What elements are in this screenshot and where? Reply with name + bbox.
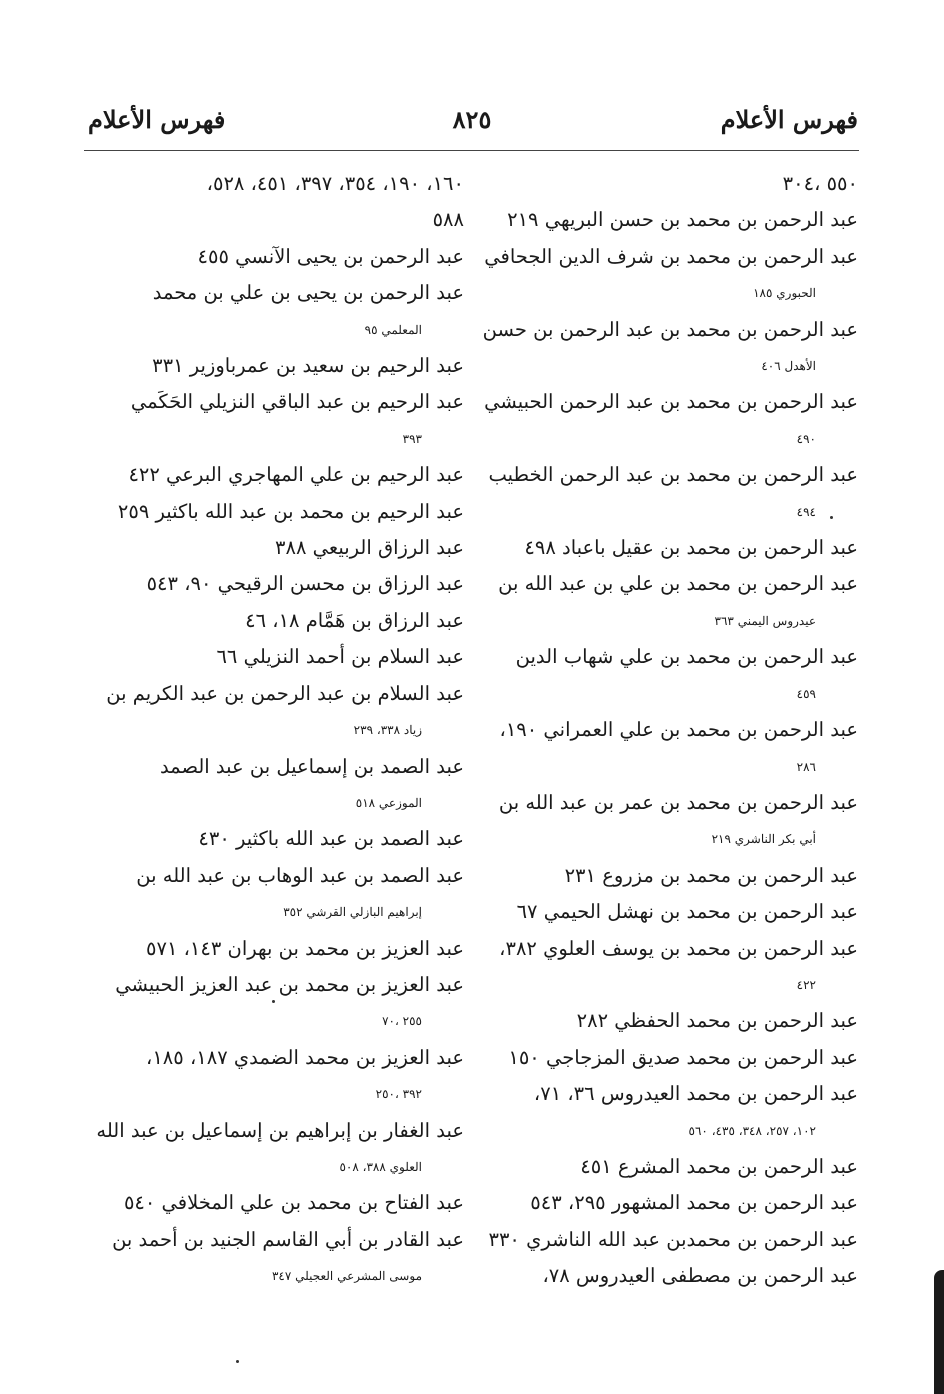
index-entry	[483, 384, 858, 457]
index-entry-text: عبد الرحمن بن يحيى بن علي بن محمد	[152, 281, 464, 305]
index-entry	[96, 967, 464, 1040]
index-entry	[483, 166, 858, 202]
index-entry	[96, 821, 464, 857]
index-entry-text: عبد الرحمن بن يحيى الآنسي ٤٥٥	[197, 244, 464, 268]
index-entry-text: عبد الرحمن بن محمد بن حسن البريهي ٢١٩	[507, 208, 858, 232]
index-entry	[96, 530, 464, 566]
index-entry	[483, 785, 858, 858]
index-entry	[483, 712, 858, 785]
index-entry-continuation: ١٠٢، ٢٥٧، ٣٤٨، ٤٣٥، ٥٦٠	[688, 1123, 816, 1138]
index-entry-text: عبد الصمد بن عبد الوهاب بن عبد الله بن	[136, 863, 464, 887]
index-entry-text: عبد العزيز بن محمد بن عبد العزيز الحبيشي	[115, 972, 464, 996]
index-entry-text: عبد الرحمن بن محمدبن عبد الله الناشري ٣٣٠	[488, 1227, 858, 1251]
index-entry	[96, 166, 464, 202]
index-entry-continuation: عيدروس اليمني ٣٦٣	[714, 613, 816, 628]
running-header-left: فهرس الأعلام	[88, 105, 226, 134]
index-entry	[483, 457, 858, 530]
index-entry-text: عبد الغفار بن إبراهيم بن إسماعيل بن عبد الله	[96, 1118, 464, 1142]
index-entry-text: عبد الرحمن بن محمد صديق المزجاجي ١٥٠	[508, 1045, 858, 1069]
index-entry	[483, 1076, 858, 1149]
index-entry	[96, 1185, 464, 1221]
scan-edge-mark	[934, 1270, 944, 1394]
index-entry-text: عبد الرحمن بن محمد بن عمر بن عبد الله بن	[498, 790, 858, 814]
index-entry	[96, 384, 464, 457]
index-entry-text: عبد الرحمن بن محمد العيدروس ٣٦، ٧١،	[533, 1082, 858, 1106]
index-entry-text: عبد الرحمن بن محمد بن مزروع ٢٣١	[564, 863, 858, 887]
index-entry-text: عبد الرحمن بن محمد الحفظي ٢٨٢	[576, 1009, 858, 1033]
index-entry	[96, 639, 464, 675]
index-entry-text: عبد الصمد بن عبد الله باكثير ٤٣٠	[198, 827, 464, 851]
index-entry-continuation: الموزعي ٥١٨	[355, 795, 422, 810]
index-entry	[483, 1258, 858, 1294]
index-entry	[483, 639, 858, 712]
index-entry-continuation: الحبوري ١٨٥	[753, 286, 816, 301]
index-entry-text: ٥٨٨	[432, 208, 464, 232]
running-header-right: فهرس الأعلام	[720, 105, 858, 134]
index-entry-text: عبد الرحمن بن محمد بن علي شهاب الدين	[515, 645, 858, 669]
index-entry	[96, 1040, 464, 1113]
index-entry-text: عبد الرحمن بن محمد بن عبد الرحمن الحبيشي	[484, 390, 858, 414]
index-entry-text: عبد الرحمن بن محمد بن علي بن عبد الله بن	[498, 572, 858, 596]
index-entry-text: عبد الرزاق بن هَمَّام ١٨، ٤٦	[245, 608, 464, 632]
index-entry	[96, 676, 464, 749]
index-entry-continuation: ٤٩٠	[796, 431, 816, 446]
index-entry	[96, 494, 464, 530]
index-entry	[96, 275, 464, 348]
index-entry	[96, 348, 464, 384]
index-entry-text: عبد الرحيم بن عبد الباقي النزيلي الحَكَمي	[130, 390, 464, 414]
index-entry-text: عبد الرحيم بن علي المهاجري البرعي ٤٢٢	[128, 463, 464, 487]
index-entry-continuation: إبراهيم البازلي القرشي ٣٥٢	[283, 905, 422, 920]
index-entry	[483, 239, 858, 312]
index-entry-continuation: ٢٨٦	[796, 759, 816, 774]
index-entry-continuation: ٣٩٢ ،٢٥٠	[375, 1087, 422, 1102]
index-entry	[483, 1040, 858, 1076]
index-entry-continuation: ٢٥٥ ،٧٠	[382, 1014, 422, 1029]
index-entry-continuation: الأهدل ٤٠٦	[761, 359, 816, 374]
index-entry-continuation: ٤٢٢	[796, 977, 816, 992]
index-entry-continuation: موسى المشرعي العجيلي ٣٤٧	[271, 1269, 422, 1284]
index-entry	[96, 566, 464, 602]
scan-speck	[236, 1360, 239, 1363]
index-entry	[483, 202, 858, 238]
index-entry-continuation: المعلمي ٩٥	[364, 322, 422, 337]
scan-speck	[830, 516, 833, 519]
index-entry-text: عبد الرحمن بن محمد بن عقيل باعباد ٤٩٨	[524, 536, 858, 560]
index-entry-text: ١٦٠، ١٩٠، ٣٥٤، ٣٩٧، ٤٥١، ٥٢٨،	[206, 172, 464, 195]
index-entry	[96, 931, 464, 967]
index-entry-text: عبد الرحمن بن محمد المشهور ٢٩٥، ٥٤٣	[530, 1191, 858, 1215]
index-entry-continuation: ٤٩٤	[796, 504, 816, 519]
index-column-left	[96, 166, 464, 1295]
index-column-right	[483, 166, 858, 1295]
index-entry-text: عبد الرحمن بن محمد المشرع ٤٥١	[580, 1154, 858, 1178]
index-entry	[96, 1113, 464, 1186]
index-entry-text: عبد الرزاق الربيعي ٣٨٨	[275, 536, 464, 560]
index-entry-text: عبد الرزاق بن محسن الرقيحي ٩٠، ٥٤٣	[146, 572, 464, 596]
index-entry	[483, 894, 858, 930]
index-entry-text: عبد الرحمن بن محمد بن علي العمراني ١٩٠،	[499, 718, 858, 742]
index-entry	[96, 749, 464, 822]
index-entry-text: عبد القادر بن أبي القاسم الجنيد بن أحمد بن	[112, 1227, 464, 1251]
index-entry-text: ٥٥٠ ،٣٠٤	[782, 172, 858, 195]
index-entry	[483, 312, 858, 385]
index-entry	[483, 931, 858, 1004]
index-entry-text: عبد الرحيم بن سعيد بن عمرباوزير ٣٣١	[152, 354, 464, 378]
index-entry-text: عبد الرحمن بن محمد بن يوسف العلوي ٣٨٢،	[499, 936, 858, 960]
index-entry-continuation: زياد ٣٣٨، ٢٣٩	[353, 723, 422, 738]
index-entry-text: عبد العزيز بن محمد الضمدي ١٨٧، ١٨٥،	[146, 1045, 464, 1069]
index-entry-continuation: أبي بكر الناشري ٢١٩	[711, 832, 816, 847]
index-entry	[483, 1003, 858, 1039]
index-entry	[96, 1222, 464, 1295]
index-entry	[483, 1222, 858, 1258]
index-entry-continuation: ٤٥٩	[796, 686, 816, 701]
index-entry-text: عبد السلام بن أحمد النزيلي ٦٦	[216, 645, 464, 669]
index-entry-text: عبد الفتاح بن محمد بن علي المخلافي ٥٤٠	[123, 1191, 464, 1215]
index-entry-text: عبد الرحمن بن محمد بن عبد الرحمن بن حسن	[483, 317, 858, 341]
index-entry-text: عبد الرحيم بن محمد بن عبد الله باكثير ٢٥٩	[117, 499, 464, 523]
index-entry	[96, 858, 464, 931]
index-entry-text: عبد الرحمن بن محمد بن شرف الدين الجحافي	[484, 244, 858, 268]
index-entry	[96, 239, 464, 275]
page-number: ٨٢٥	[452, 105, 492, 134]
index-entry	[483, 530, 858, 566]
index-entry-continuation: ٣٩٣	[402, 431, 422, 446]
index-entry-text: عبد الرحمن بن محمد بن نهشل الحيمي ٦٧	[516, 900, 858, 924]
index-entry-text: عبد الصمد بن إسماعيل بن عبد الصمد	[159, 754, 464, 778]
index-entry	[483, 1185, 858, 1221]
index-entry-continuation: العلوي ٣٨٨، ٥٠٨	[339, 1159, 422, 1174]
header-rule	[84, 150, 859, 151]
index-entry	[96, 457, 464, 493]
index-entry-text: عبد العزيز بن محمد بن بهران ١٤٣، ٥٧١	[146, 936, 464, 960]
index-entry	[483, 1149, 858, 1185]
index-entry-text: عبد الرحمن بن مصطفى العيدروس ٧٨،	[542, 1264, 858, 1288]
index-entry	[483, 858, 858, 894]
index-entry-text: عبد الرحمن بن محمد بن عبد الرحمن الخطيب	[488, 463, 858, 487]
scan-speck	[272, 1000, 275, 1003]
index-entry	[96, 202, 464, 238]
index-entry	[483, 566, 858, 639]
index-entry	[96, 603, 464, 639]
index-entry-text: عبد السلام بن عبد الرحمن بن عبد الكريم بن	[106, 681, 464, 705]
